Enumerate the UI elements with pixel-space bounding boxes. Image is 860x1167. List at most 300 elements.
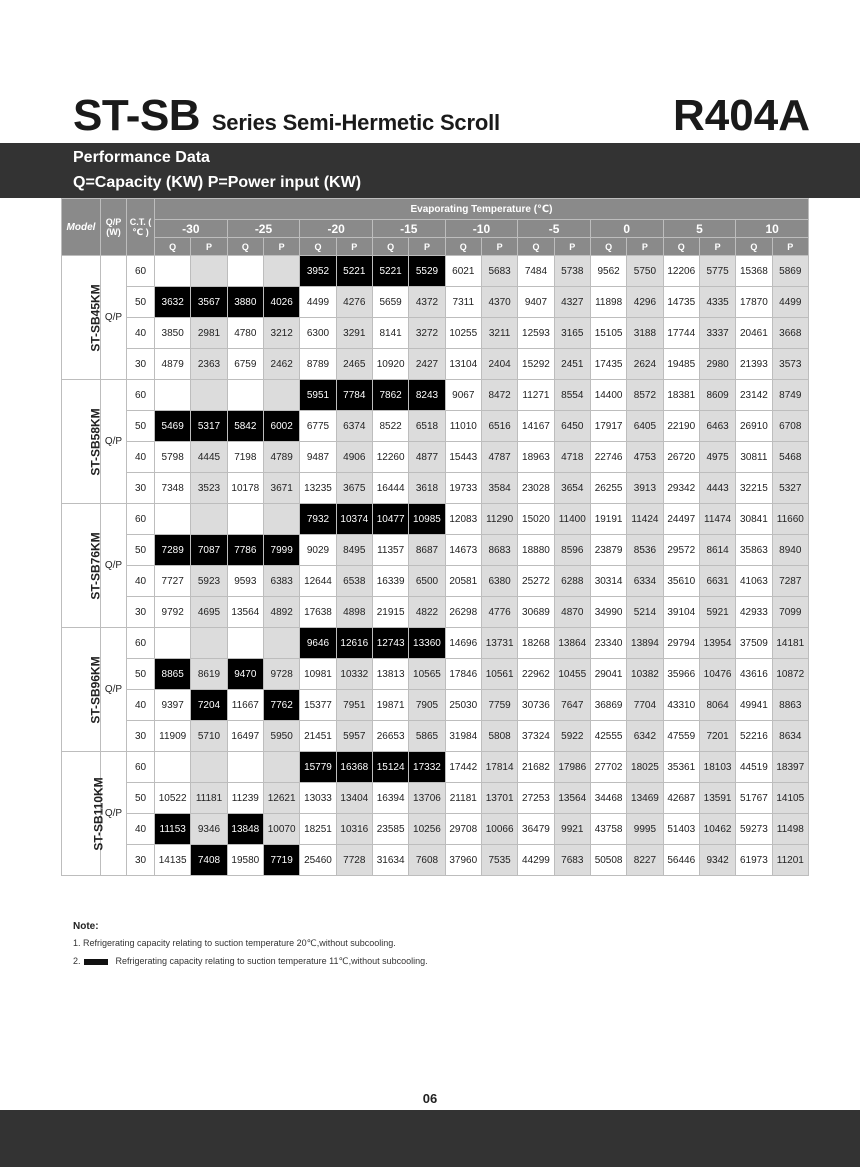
power-cell: 2981 [191, 318, 227, 349]
ct-cell: 60 [127, 752, 155, 783]
capacity-cell: 21451 [300, 721, 336, 752]
power-cell: 4776 [481, 597, 517, 628]
power-cell: 10066 [481, 814, 517, 845]
temperature-header: 10 [736, 220, 809, 238]
highlight-swatch [84, 959, 108, 965]
capacity-cell: 15105 [590, 318, 626, 349]
capacity-cell: 25030 [445, 690, 481, 721]
power-cell: 4276 [336, 287, 372, 318]
capacity-cell: 19191 [590, 504, 626, 535]
power-cell: 3523 [191, 473, 227, 504]
capacity-cell: 26298 [445, 597, 481, 628]
power-cell: 3668 [772, 318, 808, 349]
power-cell: 6405 [627, 411, 663, 442]
power-cell: 18397 [772, 752, 808, 783]
model-cell [62, 504, 101, 628]
power-cell: 4975 [699, 442, 735, 473]
table-row [62, 318, 809, 349]
power-cell: 13864 [554, 628, 590, 659]
power-cell: 8614 [699, 535, 735, 566]
capacity-cell: 42933 [736, 597, 772, 628]
power-cell: 8554 [554, 380, 590, 411]
capacity-cell: 49941 [736, 690, 772, 721]
power-cell: 9728 [263, 659, 299, 690]
power-cell: 5683 [481, 256, 517, 287]
power-header: P [481, 238, 517, 256]
power-header: P [554, 238, 590, 256]
capacity-cell: 5221 [372, 256, 408, 287]
power-cell: 7535 [481, 845, 517, 876]
capacity-cell: 13813 [372, 659, 408, 690]
power-cell: 4892 [263, 597, 299, 628]
capacity-cell: 9562 [590, 256, 626, 287]
power-cell: 8634 [772, 721, 808, 752]
capacity-cell: 39104 [663, 597, 699, 628]
power-cell: 7728 [336, 845, 372, 876]
power-cell: 12621 [263, 783, 299, 814]
capacity-cell: 21682 [518, 752, 554, 783]
capacity-cell: 19580 [227, 845, 263, 876]
capacity-cell: 11271 [518, 380, 554, 411]
power-cell: 3272 [409, 318, 445, 349]
capacity-cell: 42555 [590, 721, 626, 752]
capacity-cell: 11357 [372, 535, 408, 566]
capacity-cell: 12743 [372, 628, 408, 659]
refrigerant-label: R404A [673, 91, 810, 140]
capacity-cell: 29572 [663, 535, 699, 566]
capacity-cell: 7348 [155, 473, 191, 504]
capacity-cell: 5469 [155, 411, 191, 442]
power-cell: 4445 [191, 442, 227, 473]
capacity-cell: 15124 [372, 752, 408, 783]
capacity-cell: 17917 [590, 411, 626, 442]
power-cell: 4327 [554, 287, 590, 318]
power-cell: 4898 [336, 597, 372, 628]
power-cell: 4822 [409, 597, 445, 628]
capacity-cell: 8522 [372, 411, 408, 442]
power-cell: 6538 [336, 566, 372, 597]
temperature-header: -25 [227, 220, 300, 238]
capacity-cell: 35361 [663, 752, 699, 783]
capacity-cell: 22962 [518, 659, 554, 690]
capacity-cell: 47559 [663, 721, 699, 752]
power-cell: 5808 [481, 721, 517, 752]
power-cell: 13706 [409, 783, 445, 814]
power-cell: 3211 [481, 318, 517, 349]
power-cell: 4789 [263, 442, 299, 473]
capacity-cell: 18381 [663, 380, 699, 411]
power-cell: 5921 [699, 597, 735, 628]
power-cell: 10070 [263, 814, 299, 845]
power-cell: 6374 [336, 411, 372, 442]
capacity-cell: 8789 [300, 349, 336, 380]
capacity-cell: 29342 [663, 473, 699, 504]
power-cell: 11181 [191, 783, 227, 814]
power-cell: 5738 [554, 256, 590, 287]
table-row [62, 504, 809, 535]
power-cell: 2427 [409, 349, 445, 380]
power-cell: 8863 [772, 690, 808, 721]
power-cell: 6518 [409, 411, 445, 442]
power-cell: 11498 [772, 814, 808, 845]
table-row [62, 535, 809, 566]
capacity-cell: 25460 [300, 845, 336, 876]
capacity-cell: 36479 [518, 814, 554, 845]
power-cell: 5865 [409, 721, 445, 752]
capacity-cell: 23585 [372, 814, 408, 845]
ct-cell: 30 [127, 349, 155, 380]
power-cell: 8227 [627, 845, 663, 876]
power-cell: 4870 [554, 597, 590, 628]
power-cell: 4787 [481, 442, 517, 473]
power-cell: 4443 [699, 473, 735, 504]
capacity-cell: 6300 [300, 318, 336, 349]
capacity-cell [227, 256, 263, 287]
power-cell: 5957 [336, 721, 372, 752]
power-cell: 7204 [191, 690, 227, 721]
power-cell: 5775 [699, 256, 735, 287]
power-cell: 7999 [263, 535, 299, 566]
capacity-cell: 15292 [518, 349, 554, 380]
capacity-cell: 36869 [590, 690, 626, 721]
model-cell [62, 380, 101, 504]
capacity-cell: 16394 [372, 783, 408, 814]
capacity-cell [155, 752, 191, 783]
performance-table-wrap [61, 198, 809, 876]
capacity-cell: 14167 [518, 411, 554, 442]
power-cell [191, 628, 227, 659]
model-name: ST-SB45KM [88, 283, 103, 352]
power-cell: 6380 [481, 566, 517, 597]
capacity-cell [155, 380, 191, 411]
capacity-cell: 7289 [155, 535, 191, 566]
temperature-header: -5 [518, 220, 591, 238]
ct-cell: 60 [127, 256, 155, 287]
power-cell: 5529 [409, 256, 445, 287]
footer-band [0, 1110, 860, 1167]
capacity-cell: 15368 [736, 256, 772, 287]
power-cell: 8495 [336, 535, 372, 566]
power-cell: 4695 [191, 597, 227, 628]
table-row [62, 814, 809, 845]
power-cell [191, 752, 227, 783]
capacity-cell: 22190 [663, 411, 699, 442]
capacity-cell: 30811 [736, 442, 772, 473]
temperature-header: -15 [372, 220, 445, 238]
capacity-cell: 52216 [736, 721, 772, 752]
capacity-cell: 13104 [445, 349, 481, 380]
capacity-cell: 17870 [736, 287, 772, 318]
power-cell: 6463 [699, 411, 735, 442]
power-header: P [409, 238, 445, 256]
table-row [62, 442, 809, 473]
band-subtitle: Q=Capacity (KW) P=Power input (KW) [73, 174, 362, 191]
power-cell: 5221 [336, 256, 372, 287]
capacity-cell: 11239 [227, 783, 263, 814]
power-cell: 6342 [627, 721, 663, 752]
power-cell: 10476 [699, 659, 735, 690]
capacity-cell: 14135 [155, 845, 191, 876]
power-cell: 2624 [627, 349, 663, 380]
table-body [62, 256, 809, 876]
capacity-cell: 29794 [663, 628, 699, 659]
power-header: P [191, 238, 227, 256]
capacity-cell: 19485 [663, 349, 699, 380]
capacity-cell: 20461 [736, 318, 772, 349]
capacity-cell: 10178 [227, 473, 263, 504]
temperature-header: 0 [590, 220, 663, 238]
capacity-cell: 50508 [590, 845, 626, 876]
capacity-cell: 13848 [227, 814, 263, 845]
power-cell: 14181 [772, 628, 808, 659]
temperature-header-row [62, 220, 809, 238]
ct-cell: 40 [127, 442, 155, 473]
performance-table [61, 198, 809, 876]
capacity-cell [227, 504, 263, 535]
temperature-header: -10 [445, 220, 518, 238]
temperature-header: -20 [300, 220, 373, 238]
power-cell: 4877 [409, 442, 445, 473]
table-row [62, 659, 809, 690]
capacity-cell [227, 380, 263, 411]
capacity-header: Q [300, 238, 336, 256]
power-cell: 18025 [627, 752, 663, 783]
table-row [62, 690, 809, 721]
power-cell: 6334 [627, 566, 663, 597]
power-cell: 4906 [336, 442, 372, 473]
power-cell: 10455 [554, 659, 590, 690]
capacity-cell: 10981 [300, 659, 336, 690]
power-cell: 5869 [772, 256, 808, 287]
power-cell: 17332 [409, 752, 445, 783]
capacity-cell: 12593 [518, 318, 554, 349]
capacity-cell [227, 628, 263, 659]
power-cell: 10316 [336, 814, 372, 845]
capacity-cell: 10522 [155, 783, 191, 814]
capacity-cell: 21181 [445, 783, 481, 814]
capacity-cell: 13235 [300, 473, 336, 504]
capacity-cell: 23340 [590, 628, 626, 659]
capacity-cell: 37960 [445, 845, 481, 876]
power-cell: 6383 [263, 566, 299, 597]
power-cell: 5950 [263, 721, 299, 752]
ct-cell: 60 [127, 628, 155, 659]
capacity-cell: 43758 [590, 814, 626, 845]
note-2 [73, 956, 428, 967]
capacity-cell: 61973 [736, 845, 772, 876]
power-cell: 13469 [627, 783, 663, 814]
power-cell: 7099 [772, 597, 808, 628]
capacity-cell: 7786 [227, 535, 263, 566]
table-row [62, 256, 809, 287]
capacity-cell: 34990 [590, 597, 626, 628]
power-cell: 4296 [627, 287, 663, 318]
model-name: ST-SB76KM [88, 531, 103, 600]
capacity-cell: 17846 [445, 659, 481, 690]
capacity-cell: 20581 [445, 566, 481, 597]
qp-cell: Q/P [101, 504, 127, 628]
power-cell: 3584 [481, 473, 517, 504]
capacity-header: Q [736, 238, 772, 256]
table-row [62, 783, 809, 814]
ct-cell: 40 [127, 318, 155, 349]
capacity-cell: 30314 [590, 566, 626, 597]
capacity-cell: 37509 [736, 628, 772, 659]
capacity-cell: 5798 [155, 442, 191, 473]
power-cell: 8243 [409, 380, 445, 411]
ct-cell: 50 [127, 659, 155, 690]
capacity-cell [155, 628, 191, 659]
capacity-cell: 31984 [445, 721, 481, 752]
ct-cell: 60 [127, 504, 155, 535]
power-cell [263, 752, 299, 783]
power-cell: 9921 [554, 814, 590, 845]
table-row [62, 845, 809, 876]
model-name: ST-SB58KM [88, 407, 103, 476]
capacity-cell: 26720 [663, 442, 699, 473]
power-cell: 13894 [627, 628, 663, 659]
power-header: P [699, 238, 735, 256]
power-cell: 7647 [554, 690, 590, 721]
qp-cell: Q/P [101, 380, 127, 504]
power-cell: 3212 [263, 318, 299, 349]
capacity-cell: 56446 [663, 845, 699, 876]
power-cell: 3567 [191, 287, 227, 318]
capacity-cell: 9407 [518, 287, 554, 318]
power-header: P [772, 238, 808, 256]
capacity-header: Q [590, 238, 626, 256]
table-row [62, 380, 809, 411]
note-title: Note: [73, 921, 99, 932]
power-cell: 6288 [554, 566, 590, 597]
capacity-cell: 7311 [445, 287, 481, 318]
power-cell: 11474 [699, 504, 735, 535]
power-cell: 8749 [772, 380, 808, 411]
ct-cell: 60 [127, 380, 155, 411]
capacity-cell: 12083 [445, 504, 481, 535]
power-cell: 7719 [263, 845, 299, 876]
capacity-cell: 22746 [590, 442, 626, 473]
capacity-cell: 10920 [372, 349, 408, 380]
power-cell: 10565 [409, 659, 445, 690]
capacity-cell: 18268 [518, 628, 554, 659]
table-row [62, 752, 809, 783]
capacity-cell: 30689 [518, 597, 554, 628]
capacity-cell: 5659 [372, 287, 408, 318]
power-cell [263, 504, 299, 535]
power-cell: 5214 [627, 597, 663, 628]
table-row [62, 411, 809, 442]
power-cell: 12616 [336, 628, 372, 659]
power-cell: 4718 [554, 442, 590, 473]
capacity-cell: 27702 [590, 752, 626, 783]
power-cell: 17814 [481, 752, 517, 783]
qp-cell: Q/P [101, 256, 127, 380]
capacity-header: Q [518, 238, 554, 256]
temperature-header: -30 [155, 220, 228, 238]
capacity-cell: 4499 [300, 287, 336, 318]
capacity-cell: 9487 [300, 442, 336, 473]
power-cell [263, 380, 299, 411]
power-cell: 8683 [481, 535, 517, 566]
power-cell: 2451 [554, 349, 590, 380]
power-cell: 6708 [772, 411, 808, 442]
power-cell: 13360 [409, 628, 445, 659]
capacity-cell: 11898 [590, 287, 626, 318]
power-cell: 13591 [699, 783, 735, 814]
capacity-cell: 12260 [372, 442, 408, 473]
capacity-cell: 43616 [736, 659, 772, 690]
title-row [73, 92, 813, 142]
capacity-cell: 15779 [300, 752, 336, 783]
ct-cell: 30 [127, 597, 155, 628]
note-1: 1. Refrigerating capacity relating to suction temperature 20℃,without subcooling. [73, 938, 396, 948]
capacity-cell: 6775 [300, 411, 336, 442]
power-cell: 10256 [409, 814, 445, 845]
power-cell: 8609 [699, 380, 735, 411]
capacity-cell: 29041 [590, 659, 626, 690]
power-cell: 8596 [554, 535, 590, 566]
power-cell: 8572 [627, 380, 663, 411]
capacity-cell: 44519 [736, 752, 772, 783]
capacity-cell: 21915 [372, 597, 408, 628]
power-cell: 7784 [336, 380, 372, 411]
capacity-cell: 4879 [155, 349, 191, 380]
table-row [62, 287, 809, 318]
note-2-number: 2. [73, 956, 81, 966]
capacity-cell: 23879 [590, 535, 626, 566]
capacity-cell: 3880 [227, 287, 263, 318]
power-cell: 3654 [554, 473, 590, 504]
power-cell: 13954 [699, 628, 735, 659]
power-cell: 3291 [336, 318, 372, 349]
power-cell: 8619 [191, 659, 227, 690]
capacity-cell [155, 256, 191, 287]
power-cell [191, 504, 227, 535]
power-cell [191, 256, 227, 287]
power-cell: 17986 [554, 752, 590, 783]
capacity-cell: 7932 [300, 504, 336, 535]
capacity-cell [227, 752, 263, 783]
capacity-cell: 51767 [736, 783, 772, 814]
capacity-cell: 17744 [663, 318, 699, 349]
capacity-cell: 37324 [518, 721, 554, 752]
power-cell: 6516 [481, 411, 517, 442]
model-cell [62, 628, 101, 752]
capacity-cell: 9792 [155, 597, 191, 628]
capacity-cell: 17638 [300, 597, 336, 628]
capacity-cell: 9593 [227, 566, 263, 597]
table-row [62, 349, 809, 380]
ct-cell: 30 [127, 721, 155, 752]
power-cell: 4372 [409, 287, 445, 318]
capacity-cell: 14400 [590, 380, 626, 411]
power-cell: 10382 [627, 659, 663, 690]
capacity-cell: 14735 [663, 287, 699, 318]
capacity-cell: 11667 [227, 690, 263, 721]
power-cell: 8940 [772, 535, 808, 566]
power-cell: 11290 [481, 504, 517, 535]
power-cell: 11201 [772, 845, 808, 876]
ct-cell: 50 [127, 783, 155, 814]
power-cell: 3675 [336, 473, 372, 504]
capacity-cell: 16339 [372, 566, 408, 597]
page-title [73, 92, 500, 147]
capacity-cell [155, 504, 191, 535]
series-subtitle: Series Semi-Hermetic Scroll [211, 110, 500, 135]
power-header: P [627, 238, 663, 256]
power-cell: 3618 [409, 473, 445, 504]
